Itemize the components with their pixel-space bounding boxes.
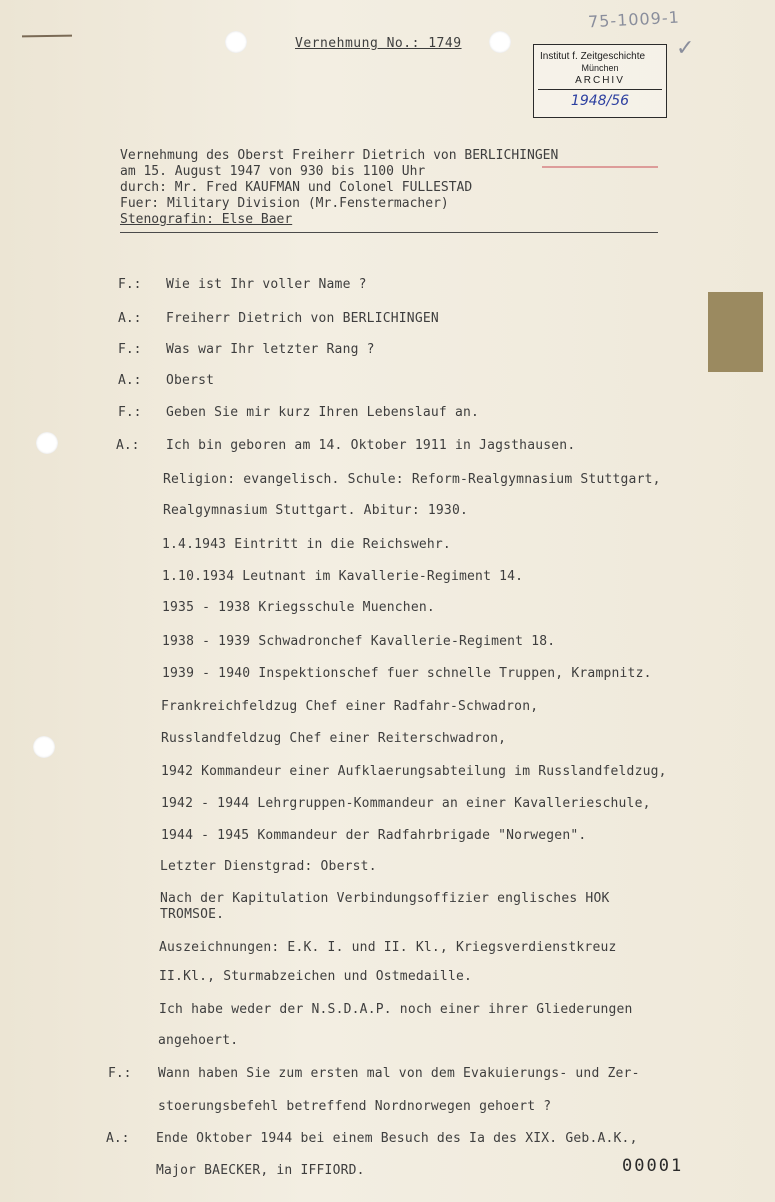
pen-mark <box>22 35 72 38</box>
answer-line: 1938 - 1939 Schwadronchef Kavallerie-Regiment 18. <box>162 634 556 649</box>
answer-line: TROMSOE. <box>160 907 225 922</box>
red-underline <box>542 166 658 168</box>
answer-line: Nach der Kapitulation Verbindungsoffizier englisches HOK <box>160 891 610 906</box>
answer-line: Ich habe weder der N.S.D.A.P. noch einer ihrer Gliederungen <box>159 1002 633 1017</box>
answer-line: 1935 - 1938 Kriegsschule Muenchen. <box>162 600 435 615</box>
archive-stamp <box>533 44 667 118</box>
answer-text: Oberst <box>166 373 215 388</box>
answer-line: 1942 - 1944 Lehrgruppen-Kommandeur an einer Kavallerieschule, <box>161 796 651 811</box>
answer-label: A.: <box>116 438 140 453</box>
page-number: 00001 <box>622 1156 684 1176</box>
question-label: F.: <box>118 405 142 420</box>
answer-line: Russlandfeldzug Chef einer Reiterschwadron, <box>161 731 507 746</box>
question-text: Was war Ihr letzter Rang ? <box>166 342 375 357</box>
answer-label: A.: <box>106 1131 130 1146</box>
question-line: Wann haben Sie zum ersten mal von dem Evakuierungs- und Zer- <box>158 1066 640 1081</box>
document-title: Vernehmung No.: 1749 <box>295 36 462 51</box>
color-tab <box>708 292 763 372</box>
answer-line: 1939 - 1940 Inspektionschef fuer schnelle Truppen, Krampnitz. <box>162 666 652 681</box>
answer-text: Freiherr Dietrich von BERLICHINGEN <box>166 311 439 326</box>
answer-line: Letzter Dienstgrad: Oberst. <box>160 859 377 874</box>
answer-line: II.Kl., Sturmabzeichen und Ostmedaille. <box>159 969 473 984</box>
question-text: Geben Sie mir kurz Ihren Lebenslauf an. <box>166 405 480 420</box>
question-label: F.: <box>118 342 142 357</box>
question-line: stoerungsbefehl betreffend Nordnorwegen gehoert ? <box>158 1099 552 1114</box>
answer-line: 1942 Kommandeur einer Aufklaerungsabteilung im Russlandfeldzug, <box>161 764 667 779</box>
answer-line: 1.10.1934 Leutnant im Kavallerie-Regiment 14. <box>162 569 524 584</box>
answer-label: A.: <box>118 373 142 388</box>
question-label: F.: <box>108 1066 132 1081</box>
interrogation-intro <box>120 148 660 228</box>
stamp-city: München <box>581 63 619 73</box>
punch-hole <box>489 31 511 53</box>
answer-line: angehoert. <box>158 1033 239 1048</box>
answer-line: Frankreichfeldzug Chef einer Radfahr-Schwadron, <box>161 699 539 714</box>
intro-line: Fuer: Military Division (Mr.Fenstermacher) <box>120 196 449 211</box>
intro-line: durch: Mr. Fred KAUFMAN und Colonel FULLESTAD <box>120 180 473 195</box>
answer-line: 1.4.1943 Eintritt in die Reichswehr. <box>162 537 451 552</box>
answer-line: Ende Oktober 1944 bei einem Besuch des Ia des XIX. Geb.A.K., <box>156 1131 638 1146</box>
stamp-archive: ARCHIV <box>575 75 625 86</box>
answer-line: Ich bin geboren am 14. Oktober 1911 in Jagsthausen. <box>166 438 576 453</box>
intro-line: Vernehmung des Oberst Freiherr Dietrich von BERLICHINGEN <box>120 148 559 163</box>
check-mark-icon: ✓ <box>676 36 695 61</box>
stamp-institute: Institut f. Zeitgeschichte <box>540 51 646 62</box>
question-text: Wie ist Ihr voller Name ? <box>166 277 367 292</box>
answer-line: Religion: evangelisch. Schule: Reform-Realgymnasium Stuttgart, <box>163 472 661 487</box>
intro-divider <box>120 232 658 233</box>
answer-line: 1944 - 1945 Kommandeur der Radfahrbrigade "Norwegen". <box>161 828 587 843</box>
answer-line: Realgymnasium Stuttgart. Abitur: 1930. <box>163 503 469 518</box>
punch-hole <box>225 31 247 53</box>
intro-line: Stenografin: Else Baer <box>120 212 293 227</box>
punch-hole <box>36 432 58 454</box>
question-label: F.: <box>118 277 142 292</box>
stamp-number: 1948/56 <box>570 93 630 109</box>
handwritten-reference: 75-1009-1 <box>587 7 681 32</box>
answer-label: A.: <box>118 311 142 326</box>
stamp-divider <box>538 89 662 90</box>
answer-line: Auszeichnungen: E.K. I. und II. Kl., Kriegsverdienstkreuz <box>159 940 617 955</box>
answer-line: Major BAECKER, in IFFIORD. <box>156 1163 365 1178</box>
punch-hole <box>33 736 55 758</box>
intro-line: am 15. August 1947 von 930 bis 1100 Uhr <box>120 164 426 179</box>
